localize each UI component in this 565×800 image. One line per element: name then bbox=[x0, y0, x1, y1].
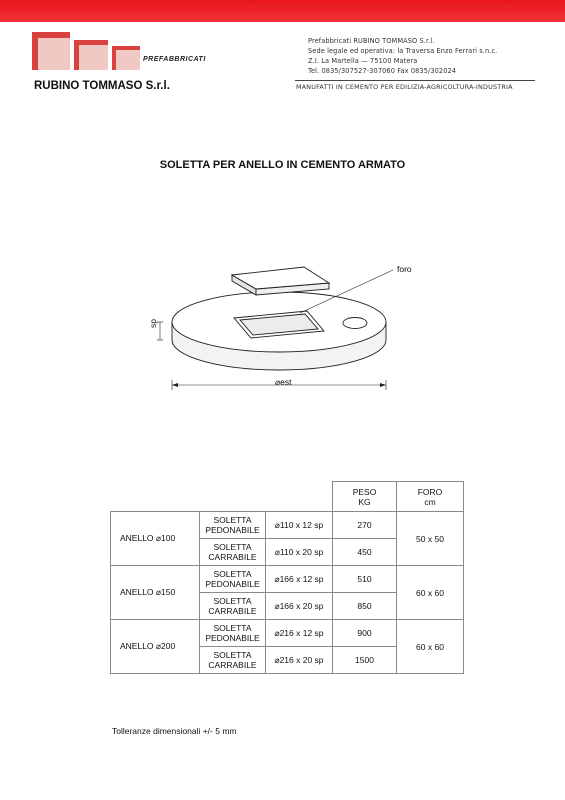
address-line: Sede legale ed operativa: la Traversa Enzo Ferrari s.n.c. bbox=[308, 47, 498, 55]
peso-cell: 900 bbox=[333, 620, 397, 647]
tipo-cell: SOLETTA PEDONABILE bbox=[200, 620, 266, 647]
spec-table bbox=[110, 481, 464, 674]
foro-label: foro bbox=[397, 264, 412, 274]
address-line: Tel. 0835/307527-307060 Fax 0835/302024 bbox=[308, 67, 457, 75]
foro-cell: 60 x 60 bbox=[397, 566, 464, 620]
peso-cell: 510 bbox=[333, 566, 397, 593]
top-color-bar bbox=[0, 0, 565, 22]
anello-cell: ANELLO ⌀200 bbox=[111, 620, 200, 674]
table-header-row bbox=[111, 482, 464, 512]
peso-cell: 270 bbox=[333, 512, 397, 539]
tipo-cell: SOLETTA CARRABILE bbox=[200, 647, 266, 674]
address-line: Prefabbricati RUBINO TOMMASO S.r.l. bbox=[308, 37, 435, 45]
dim-cell: ⌀216 x 12 sp bbox=[266, 620, 333, 647]
dim-cell: ⌀166 x 12 sp bbox=[266, 566, 333, 593]
tolerance-note: Tolleranze dimensionali +/- 5 mm bbox=[112, 726, 237, 736]
dim-cell: ⌀110 x 20 sp bbox=[266, 539, 333, 566]
thickness-label: sp bbox=[148, 319, 158, 328]
slab-drawing bbox=[140, 255, 420, 395]
dim-cell: ⌀110 x 12 sp bbox=[266, 512, 333, 539]
foro-cell: 50 x 50 bbox=[397, 512, 464, 566]
company-tagline: MANUFATTI IN CEMENTO PER EDILIZIA-AGRICOLTURA-INDUSTRIA bbox=[296, 83, 513, 91]
tipo-cell: SOLETTA PEDONABILE bbox=[200, 566, 266, 593]
company-address bbox=[308, 36, 497, 76]
foro-cell: 60 x 60 bbox=[397, 620, 464, 674]
dim-cell: ⌀166 x 20 sp bbox=[266, 593, 333, 620]
address-line: Z.I. La Martella — 75100 Matera bbox=[308, 57, 418, 65]
dim-cell: ⌀216 x 20 sp bbox=[266, 647, 333, 674]
brand-tag: PREFABBRICATI bbox=[143, 56, 206, 63]
table-row bbox=[111, 512, 464, 539]
table-row bbox=[111, 566, 464, 593]
header-peso: PESO KG bbox=[333, 482, 397, 512]
diameter-label: ⌀est bbox=[275, 377, 292, 387]
company-logo bbox=[32, 32, 142, 76]
peso-cell: 450 bbox=[333, 539, 397, 566]
document-title: SOLETTA PER ANELLO IN CEMENTO ARMATO bbox=[159, 159, 406, 171]
anello-cell: ANELLO ⌀100 bbox=[111, 512, 200, 566]
header-foro: FORO cm bbox=[397, 482, 464, 512]
tipo-cell: SOLETTA CARRABILE bbox=[200, 593, 266, 620]
peso-cell: 850 bbox=[333, 593, 397, 620]
peso-cell: 1500 bbox=[333, 647, 397, 674]
address-divider bbox=[295, 80, 535, 81]
table-row bbox=[111, 620, 464, 647]
company-name: RUBINO TOMMASO S.r.l. bbox=[34, 80, 170, 92]
tipo-cell: SOLETTA CARRABILE bbox=[200, 539, 266, 566]
round-hole bbox=[343, 318, 367, 329]
anello-cell: ANELLO ⌀150 bbox=[111, 566, 200, 620]
tipo-cell: SOLETTA PEDONABILE bbox=[200, 512, 266, 539]
